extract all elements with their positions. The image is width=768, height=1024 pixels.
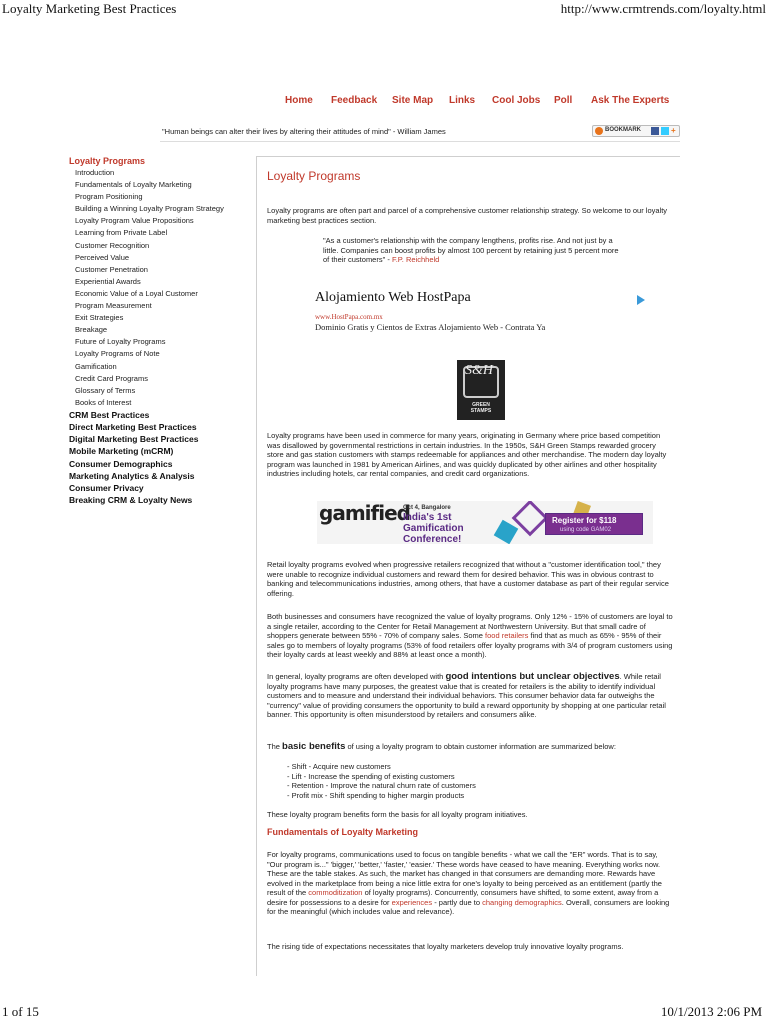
sidebar-item-credit-card-programs[interactable]: Credit Card Programs [75, 373, 148, 383]
sidebar-item-value-propositions[interactable]: Loyalty Program Value Propositions [75, 216, 194, 226]
register-price: Register for $118 [552, 516, 617, 525]
nav-ask-the-experts[interactable]: Ask The Experts [591, 95, 670, 106]
ad-description: Dominio Gratis y Cientos de Extras Alojamiento Web - Contrata Ya [315, 322, 546, 332]
ad-title[interactable]: Alojamiento Web HostPapa [315, 290, 471, 305]
sidebar-item-exit-strategies[interactable]: Exit Strategies [75, 313, 124, 323]
sidebar-item-gamification[interactable]: Gamification [75, 361, 117, 371]
top-nav [272, 95, 692, 109]
retail-paragraph: Retail loyalty programs evolved when progressive retailers recognized that without a "customer identification tool," they were unable to recognize individual customers and reward them for desired behavior. This was in obvious contrast to banking and telecommunications industries, among others, that have a customer database as part of their regular service offering. [267, 560, 669, 598]
sidebar-item-mobile-marketing[interactable]: Mobile Marketing (mCRM) [69, 446, 174, 457]
reichheld-quote [323, 236, 623, 265]
gamified-logo: gamified [319, 501, 410, 525]
nav-links[interactable]: Links [449, 95, 476, 106]
history-paragraph: Loyalty programs have been used in commerce for many years, originating in Germany where price based competition was disallowed by governmental restrictions in certain industries. In the 1950s, S&H Green Stamps rewarded grocery store and gas station customers with stamps redeemable for appliances and other merchandise. The modern day loyalty program was launched in 1981 by American Airlines, and was quickly duplicated by other airlines and other hospitality industries including hotels, car rental companies, and credit card organizations. [267, 431, 667, 478]
sh-monogram: S&H [465, 363, 493, 378]
ad-url[interactable]: www.HostPapa.com.mx [315, 313, 383, 321]
sidebar-item-consumer-privacy[interactable]: Consumer Privacy [69, 483, 144, 493]
sidebar-item-fundamentals[interactable]: Fundamentals of Loyalty Marketing [75, 180, 192, 190]
print-url: http://www.crmtrends.com/loyalty.html [560, 1, 766, 16]
quote-text: "As a customer's relationship with the company lengthens, profits rise. And not just by a little. Companies can boost profits by almost 100 percent by retaining just 5 percent more of their customers" - [323, 236, 619, 264]
adchoices-icon[interactable] [637, 295, 645, 305]
gamified-banner-ad[interactable] [317, 501, 653, 544]
print-footer [0, 1004, 768, 1024]
facebook-icon[interactable] [651, 127, 659, 135]
sidebar-item-customer-penetration[interactable]: Customer Penetration [75, 264, 148, 274]
sidebar-item-program-measurement[interactable]: Program Measurement [75, 301, 152, 311]
sidebar-item-economic-value[interactable]: Economic Value of a Loyal Customer [75, 288, 198, 298]
ad-block[interactable] [315, 290, 655, 341]
bookmark-icon [595, 127, 603, 135]
bookmark-button[interactable] [592, 125, 680, 137]
page-number: 1 of 15 [2, 1004, 39, 1019]
food-retailers-link[interactable]: food retailers [485, 631, 529, 640]
list-item: - Shift - Acquire new customers [287, 762, 391, 771]
nav-feedback[interactable]: Feedback [331, 95, 378, 106]
sidebar [69, 155, 254, 506]
sidebar-item-private-label[interactable]: Learning from Private Label [75, 228, 168, 238]
rising-tide-paragraph: The rising tide of expectations necessitates that loyalty marketers develop truly innovative loyalty programs. [267, 942, 624, 951]
sidebar-item-glossary[interactable]: Glossary of Terms [75, 385, 136, 395]
register-code: using code GAM02 [560, 527, 612, 533]
green-stamps-logo [457, 360, 505, 420]
nav-home[interactable]: Home [285, 95, 313, 106]
intro-paragraph: Loyalty programs are often part and parcel of a comprehensive customer relationship strategy. So welcome to our loyalty marketing best practices section. [267, 206, 668, 225]
commoditization-link[interactable]: commoditization [308, 888, 363, 897]
nav-cool-jobs[interactable]: Cool Jobs [492, 95, 541, 106]
benefits-list [287, 762, 587, 800]
list-item: - Retention - Improve the natural churn rate of customers [287, 781, 476, 790]
main-content-box [256, 156, 680, 976]
sidebar-item-breakage[interactable]: Breakage [75, 325, 108, 335]
fundamentals-paragraph: For loyalty programs, communications used to focus on tangible benefits - what we call the "ER" words. That is to say, "Our program is..." 'bigger,' 'better,' 'faster,' 'easier.' These words have ceased to have meaning. Everything works now. These are the table stakes. As such, the market has changed in that consumers are demanding more. Rewards have evolved in the marketplace from being a nice little extra for one's loyalty to being perceived as an entitlement (partly the result of the commoditization of loyalty programs). Concurrently, consumers have shifted, to some extent, away from a desire for possessions to a desire for experiences - partly due to changing demographics. Overall, consumers are looking for the meaningful (which includes value and relevance). [267, 850, 670, 916]
businesses-paragraph: Both businesses and consumers have recognized the value of loyalty programs. Only 12% - 15% of customers are loyal to a single retailer, according to the Center for Retail Management at Northwestern University. But that small cadre of shoppers generate between 55% - 70% of company sales. Some food retailers find that as much as 65% - 95% of their sales go to members of loyalty programs (53% of food retailers offer loyalty programs with 3/4 of program customers using their loyalty cards at least weekly and 88% at least once a month). [267, 612, 673, 659]
sidebar-item-perceived-value[interactable]: Perceived Value [75, 252, 130, 262]
sidebar-item-crm-best-practices[interactable]: CRM Best Practices [69, 409, 150, 420]
sidebar-item-experiential-awards[interactable]: Experiential Awards [75, 276, 141, 286]
sidebar-item-books[interactable]: Books of Interest [75, 397, 132, 407]
sidebar-item-winning-strategy[interactable]: Building a Winning Loyalty Program Strategy [75, 204, 224, 214]
sidebar-item-program-positioning[interactable]: Program Positioning [75, 192, 143, 202]
experiences-link[interactable]: experiences [391, 897, 433, 907]
more-share-icon[interactable]: + [671, 126, 676, 135]
page-title: Loyalty Programs [267, 169, 361, 183]
sidebar-section-loyalty-programs[interactable]: Loyalty Programs [69, 156, 146, 166]
sidebar-item-programs-of-note[interactable]: Loyalty Programs of Note [75, 349, 160, 359]
print-datetime: 10/1/2013 2:06 PM [660, 1004, 762, 1019]
print-header [0, 0, 768, 20]
header-quote: "Human beings can alter their lives by altering their attitudes of mind" - William James [162, 127, 446, 136]
list-item: - Profit mix - Shift spending to higher margin products [287, 790, 465, 800]
twitter-icon[interactable] [661, 127, 669, 135]
sidebar-item-consumer-demographics[interactable]: Consumer Demographics [69, 458, 173, 469]
banner-date: Oct 4, Bangalore [403, 505, 451, 511]
header-divider [160, 141, 680, 142]
bookmark-label: BOOKMARK [605, 127, 641, 133]
basic-benefits-paragraph: The basic benefits of using a loyalty program to obtain customer information are summarized below: [267, 741, 616, 752]
sidebar-item-customer-recognition[interactable]: Customer Recognition [75, 240, 150, 250]
list-item: - Lift - Increase the spending of existing customers [287, 771, 455, 781]
sidebar-item-future[interactable]: Future of Loyalty Programs [75, 337, 166, 347]
changing-demographics-link[interactable]: changing demographics [482, 897, 562, 907]
general-paragraph: In general, loyalty programs are often developed with good intentions but unclear objectives. While retail loyalty programs have many purposes, the greatest value that is created for retailers is the ability to identify individual customers and to measure and understand their individual behaviors. This consumer behavior data far outweighs the "currency" value of providing consumers the opportunity to build a reward opportunity by shopping at one particular retail banner. This opportunity is often misunderstood by retailers and consumers alike. [267, 671, 666, 719]
sidebar-item-digital-marketing[interactable]: Digital Marketing Best Practices [69, 434, 199, 445]
fundamentals-heading: Fundamentals of Loyalty Marketing [267, 827, 419, 837]
emphasis-objectives: good intentions but unclear objectives [445, 671, 620, 682]
green-stamps-text: GREEN STAMPS [470, 402, 492, 414]
register-button[interactable] [545, 513, 643, 535]
emphasis-basic-benefits: basic benefits [282, 741, 346, 752]
print-title: Loyalty Marketing Best Practices [2, 1, 177, 16]
sidebar-item-direct-marketing[interactable]: Direct Marketing Best Practices [69, 422, 197, 433]
sidebar-item-marketing-analytics[interactable]: Marketing Analytics & Analysis [69, 470, 195, 481]
benefits-basis-paragraph: These loyalty program benefits form the basis for all loyalty program initiatives. [267, 810, 528, 819]
nav-poll[interactable]: Poll [554, 95, 573, 106]
decorative-diamond-icon [512, 501, 549, 536]
sidebar-item-breaking-news[interactable]: Breaking CRM & Loyalty News [69, 495, 193, 506]
banner-headline: India's 1st Gamification Conference! [403, 512, 464, 544]
sidebar-item-introduction[interactable]: Introduction [75, 168, 115, 177]
quote-author-link[interactable]: F.P. Reichheld [391, 255, 440, 264]
nav-site-map[interactable]: Site Map [392, 95, 434, 106]
